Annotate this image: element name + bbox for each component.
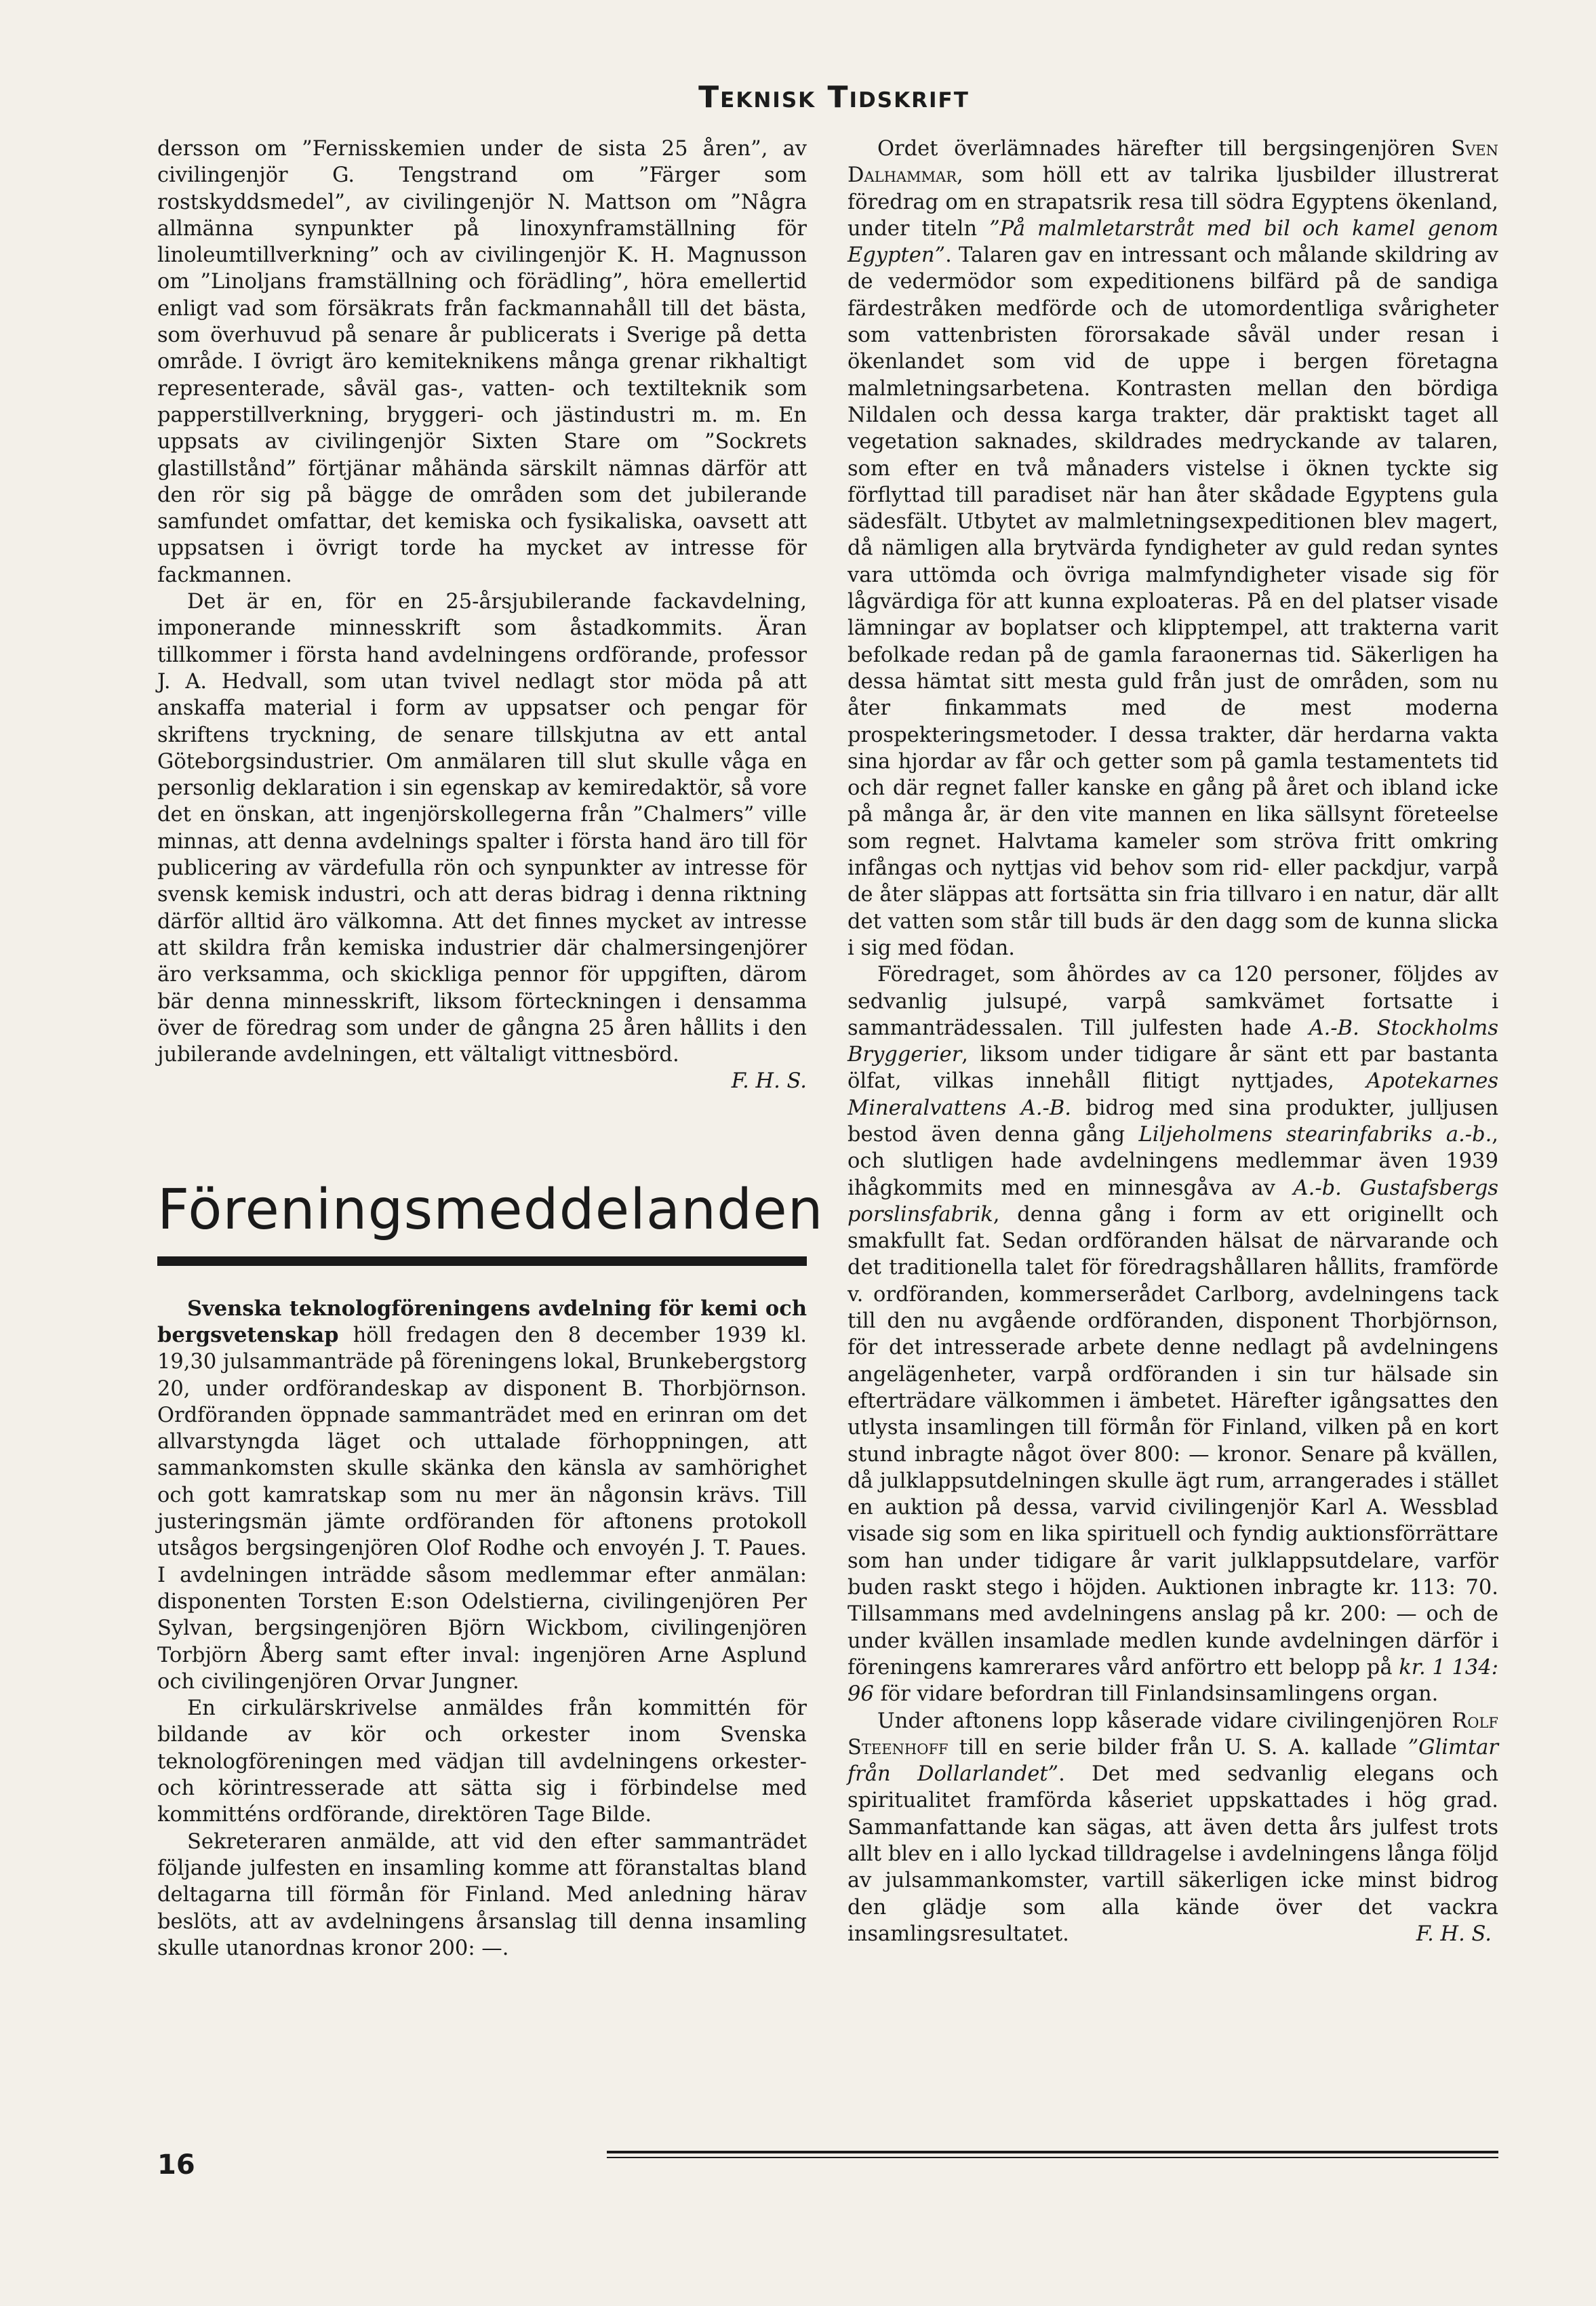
article-continuation-paragraph: dersson om ”Fernisskemien under de sista 25 åren”, av civilingenjör G. Tengstrand om ”Färger som rostskyddsmedel”, av civilingenjör N. Mattson om ”Några allmänna synpunkter på linoxynframställning för linoleumtillverkning” och av civilingenjör K. H. Magnusson om ”Linoljans framställning och förädling”, höra emellertid enligt vad som försäkrats från fackmannahåll till det bästa, som överhuvud på senare år publicerats i Sverige på detta område. I övrigt äro kemiteknikens många grenar rikhaltigt representerade, såväl gas-, vatten- och textilteknik som papperstillverkning, bryggeri- och jästindustri m. m. En uppsats av civilingenjör Sixten Stare om ”Sockrets glastillstånd” förtjänar måhända särskilt nämnas därför att den rör sig på bägge de områden som det jubilerande samfundet omfattar, det kemiska och fysikaliska, oavsett att uppsatsen i övrigt torde ha mycket av intresse för fackmannen.	[157, 137, 807, 587]
party-text-a: Föredraget, som åhördes av ca 120 personer, följdes av sedvanlig julsupé, varpå samkvämet fortsatte i sammanträdessalen. Till julfesten hade	[847, 963, 1498, 1040]
section-heading: Föreningsmeddelanden	[157, 1177, 824, 1242]
party-text-c: bidrog med sina produkter, julljusen bestod även denna gång	[847, 1096, 1498, 1147]
sponsor-apotekarnes: Apotekarnes Mineralvattens A.-B.	[847, 1069, 1498, 1120]
collection-amount: kr. 1 134: 96	[847, 1655, 1498, 1707]
right-column	[847, 136, 1498, 1947]
section-heading-block	[157, 1176, 824, 1266]
party-text-d: , och slutligen hade avdelningens medlemmar även 1939 ihågkommits med en minnesgåva av	[847, 1122, 1498, 1200]
journal-running-head: Teknisk Tidskrift	[698, 80, 970, 115]
meeting-intro-paragraph	[157, 1296, 807, 1695]
article-signature: F. H. S.	[731, 1069, 807, 1094]
party-text-f: för vidare befordran till Finlandsinsamlingens organ.	[873, 1682, 1439, 1707]
page-number: 16	[157, 2149, 195, 2181]
causerie-text-b: till en serie bilder från U. S. A. kallade	[948, 1735, 1408, 1760]
organization-name: Svenska teknologföreningens avdelning för kemi och bergsvetenskap	[157, 1296, 807, 1347]
sponsor-liljeholmens: Liljeholmens stearinfabriks a.-b.	[1138, 1122, 1492, 1147]
party-text-e: , denna gång i form av ett originellt och smakfullt fat. Sedan ordföranden hälsat de närvarande och det traditionella talet för föredragshållaren hållits, framförde v. ordföranden, kommerserådet Carlborg, avdelningens tack till den nu avgående ordföranden, disponent Thorbjörnson, för det intresserade arbete denne nedlagt på avdelningens angelägenheter, varpå ordföranden i sin tur hälsade sin efterträdare välkommen i ämbetet. Härefter igångsattes den utlysta insamlingen till förmån för Finland, vilken på en kort stund inbragte något över 800: — kronor. Senare på kvällen, då julklappsutdelningen skulle ägt rum, arrangerades i stället en auktion på dessa, varvid civilingenjör Karl A. Wessblad visade sig som en lika spirituell och fyndig auktionsförrättare som han under tidigare år varit julklappsutdelare, varför buden raskt stego i höjden. Auktionen inbragte kr. 113: 70. Tillsammans med avdelningens anslag på kr. 200: — och de under kvällen insamlade medlen kunde avdelningen därför i föreningens kamrerares vård anförtro ett belopp på	[847, 1202, 1498, 1679]
causerie-text-a: Under aftonens lopp kåserade vidare civilingenjören	[877, 1709, 1452, 1733]
speaker-name: Sven Dalhammar	[847, 137, 1498, 188]
lecture-text-c: . Talaren gav en intressant och målande skildring av de vedermödor som expeditionens bilfärd på de sandiga färdestråken medförde och de utomordentliga svårigheter som vattenbristen förorsakade såväl under resan i ökenlandet som vid de uppe i bergen företagna malmletningsarbetena. Kontrasten mellan den bördiga Nildalen och dessa karga trakter, där praktiskt taget all vegetation saknades, skildrades medryckande av talaren, som efter en två månaders vistelse i öknen tyckte sig förflyttad till paradiset när han åter skådade Egyptens gula sädesfält. Utbytet av malmletningsexpeditionen blev magert, då nämligen alla brytvärda fyndigheter av guld redan syntes vara uttömda och övriga malmfyndigheter visade sig för lågvärdiga för att kunna exploateras. På en del platser visade lämningar av boplatser och klipptempel, att trakterna varit befolkade redan på de gamla faraonernas tid. Säkerligen ha dessa hämtat sitt mesta guld från just de områden, som nu åter finkammats med de mest moderna prospekteringsmetoder. I dessa trakter, där herdarna vakta sina hjordar av får och getter som på gamla testamentets tid och där regnet faller kanske en gång på året och ibland icke på många år, är den vite mannen en lika sällsynt företeelse som regnet. Halvtama kameler som ströva fritt omkring infångas och nyttjas vid behov som rid- eller packdjur, varpå de åter släppas att fortsätta sin fria tillvaro i en natur, där allt det vatten som står till buds är den dagg som de kunna slicka i sig med födan.	[847, 243, 1498, 960]
lecture-title: ”På malmletarstråt med bil och kamel genom Egypten”	[847, 216, 1498, 268]
lecture-paragraph	[847, 136, 1498, 961]
article-closing-paragraph: Det är en, för en 25-årsjubilerande fackavdelning, imponerande minnesskrift som åstadkommits. Äran tillkommer i första hand avdelningens ordförande, professor J. A. Hedvall, som utan tvivel nedlagt stor möda på att anskaffa material i form av uppsatser och pengar för skriftens tryckning, de senare tillskjutna av ett antal Göteborgsindustrier. Om anmälaren till slut skulle våga en personlig deklaration i sin egenskap av kemiredaktör, så vore det en önskan, att ingenjörskollegerna från ”Chalmers” ville minnas, att denna avdelnings spalter i första hand äro till för publicering av värdefulla rön och synpunkter av intresse för svensk kemisk industri, och att deras bidrag i denna riktning därför alltid äro välkomna. Att det finnes mycket av intresse att skildra från kemiska industrier där chalmersingenjörer äro verksamma, och skickliga pennor för uppgiften, därom bär denna minnesskrift, liksom förteckningen i densamma över de föredrag som under de gångna 25 åren hållits i den jubilerande avdelningen, ett vältaligt vittnesbörd.	[157, 590, 807, 1067]
report-signature: F. H. S.	[1416, 1922, 1492, 1946]
choir-orchestra-paragraph: En cirkulärskrivelse anmäldes från kommittén för bildande av kör och orkester inom Svenska teknologföreningen med vädjan till avdelningens orkester- och körintresserade att sätta sig i förbindelse med kommitténs ordförande, direktören Tage Bilde.	[157, 1696, 807, 1827]
left-column	[157, 136, 824, 1962]
causerie-paragraph	[847, 1708, 1498, 1948]
lecture-text-a: Ordet överlämnades härefter till bergsingenjören	[877, 137, 1452, 161]
causerie-text-c: . Det med sedvanlig elegans och spiritualitet framförda kåseriet uppskattades i hög grad. Sammanfattande kan sägas, att även detta års julfest trots allt blev en i allo lyckad tilldragelse i avdelningens långa följd av julsammankomster, vartill säkerligen icke minst bidrog den glädje som alla kände över det vackra insamlingsresultatet.	[847, 1762, 1498, 1946]
sponsor-stockholms-bryggerier: A.-B. Stockholms Bryggerier	[847, 1016, 1498, 1067]
sponsor-gustafsbergs: A.-b. Gustafsbergs porslinsfabrik	[847, 1176, 1498, 1227]
lecture-text-b: , som höll ett av talrika ljusbilder illustrerat föredrag om en strapatsrik resa till södra Egyptens ökenland, under titeln	[847, 163, 1498, 241]
causerie-title: ”Glimtar från Dollarlandet”	[847, 1735, 1498, 1787]
christmas-party-paragraph	[847, 961, 1498, 1707]
meeting-intro-text: höll fredagen den 8 december 1939 kl. 19,30 julsammanträde på föreningens lokal, Brunkebergstorg 20, under ordförandeskap av disponent B. Thorbjörnson. Ordföranden öppnade sammanträdet med en erinran om det allvarstyngda läget och uttalade förhoppningen, att sammankomsten skulle skänka den känsla av samhörighet och gott kamratskap som nu mer än någonsin krävs. Till justeringsmän jämte ordföranden för aftonens protokoll utsågos bergsingenjören Olof Rodhe och envoyén J. T. Paues. I avdelningen inträdde såsom medlemmar efter anmälan: disponenten Torsten E:son Odelstierna, civilingenjören Per Sylvan, bergsingenjören Björn Wickbom, civilingenjören Torbjörn Åberg samt efter inval: ingenjören Arne Asplund och civilingenjören Orvar Jungner.	[157, 1323, 807, 1694]
heading-rule	[157, 1256, 807, 1266]
causerie-speaker-name: Rolf Steenhoff	[847, 1709, 1498, 1760]
footer-rule	[607, 2151, 1498, 2158]
collection-announcement-paragraph: Sekreteraren anmälde, att vid den efter sammanträdet följande julfesten en insamling komme att föranstaltas bland deltagarna till förmån för Finland. Med anledning härav beslöts, att av avdelningens årsanslag till denna insamling skulle utanordnas kronor 200: —.	[157, 1829, 807, 1960]
party-text-b: , liksom under tidigare år sänt ett par bastanta ölfat, vilkas innehåll flitigt nyttjades,	[847, 1043, 1498, 1094]
